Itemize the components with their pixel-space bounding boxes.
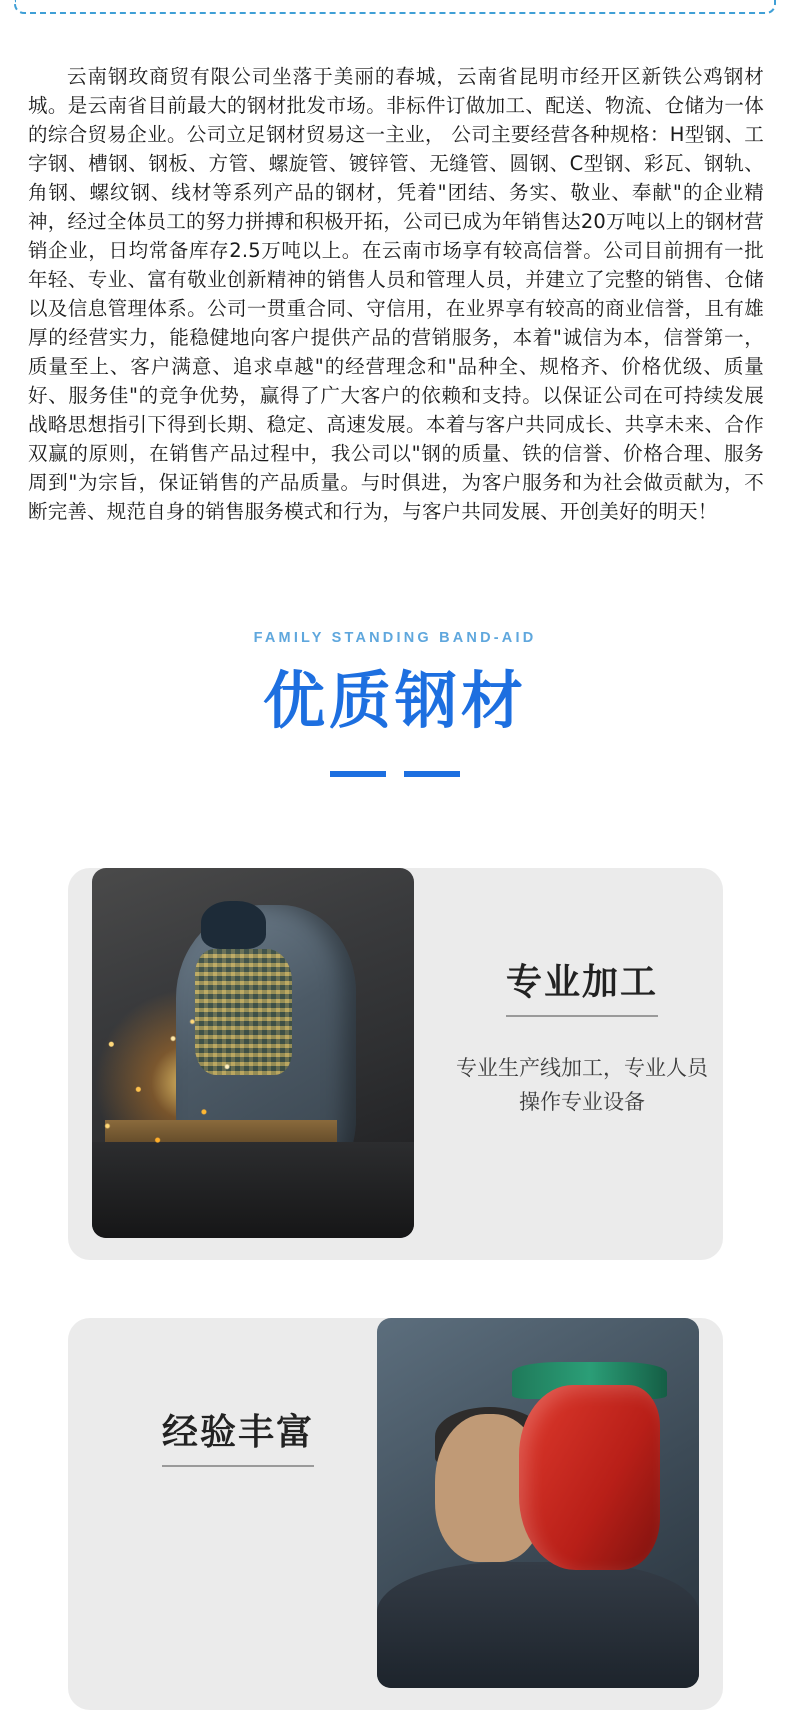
company-intro-paragraph: 云南钢玫商贸有限公司坐落于美丽的春城，云南省昆明市经开区新铁公鸡钢材城。是云南省目前最大的钢材批发市场。非标件订做加工、配送、物流、仓储为一体的综合贸易企业。公司立足钢材贸易这一主业， 公司主要经营各种规格：H型钢、工字钢、槽钢、钢板、方管、螺旋管、镀锌管、无缝管、圆钢、C型钢、彩瓦、钢轨、角钢、螺纹钢、线材等系列产品的钢材，凭着"团结、务实、敬业、奉献"的企业精神，经过全体员工的努力拼搏和积极开拓，公司已成为年销售达20万吨以上的钢材营销企业，日均常备库存2.5万吨以上。在云南市场享有较高信誉。公司目前拥有一批年轻、专业、富有敬业创新精神的销售人员和管理人员，并建立了完整的销售、仓储以及信息管理体系。公司一贯重合同、守信用，在业界享有较高的商业信誉，且有雄厚的经营实力，能稳健地向客户提供产品的营销服务，本着"诚信为本，信誉第一，质量至上、客户满意、追求卓越"的经营理念和"品种全、规格齐、价格优级、质量好、服务佳"的竞争优势，赢得了广大客户的依赖和支持。以保证公司在可持续发展战略思想指引下得到长期、稳定、高速发展。本着与客户共同成长、共享未来、合作双赢的原则，在销售产品过程中，我公司以"钢的质量、铁的信誉、价格合理、服务周到"为宗旨，保证销售的产品质量。与时俱进，为客户服务和为社会做贡献为，不断完善、规范自身的销售服务模式和行为，与客户共同发展、开创美好的明天！	[28, 65, 764, 523]
section-eyebrow: FAMILY STANDING BAND-AID	[253, 630, 537, 646]
feature-card-title: 经验丰富	[162, 1404, 314, 1467]
safety-helmet	[201, 901, 265, 949]
red-face-shield	[519, 1385, 661, 1570]
feature-card-text	[88, 1404, 388, 1501]
feature-card-title: 专业加工	[506, 954, 658, 1017]
feature-card-description: 专业生产线加工，专业人员操作专业设备	[456, 1056, 708, 1114]
grinding-sparks	[92, 1016, 285, 1157]
worker-red-face-shield-photo	[377, 1318, 699, 1688]
divider-segment-right	[404, 771, 460, 777]
photo-welder-scene	[92, 868, 414, 1238]
worker-jacket	[377, 1562, 699, 1688]
divider-segment-left	[330, 771, 386, 777]
feature-card-experience	[68, 1318, 723, 1710]
top-dashed-border	[14, 0, 776, 14]
feature-card-processing	[68, 868, 723, 1260]
section-heading	[0, 630, 790, 777]
section-title: 优质钢材	[262, 664, 527, 737]
photo-shield-scene	[377, 1318, 699, 1688]
section-divider	[330, 771, 460, 777]
feature-card-text	[453, 954, 711, 1119]
welder-grinding-sparks-photo	[92, 868, 414, 1238]
